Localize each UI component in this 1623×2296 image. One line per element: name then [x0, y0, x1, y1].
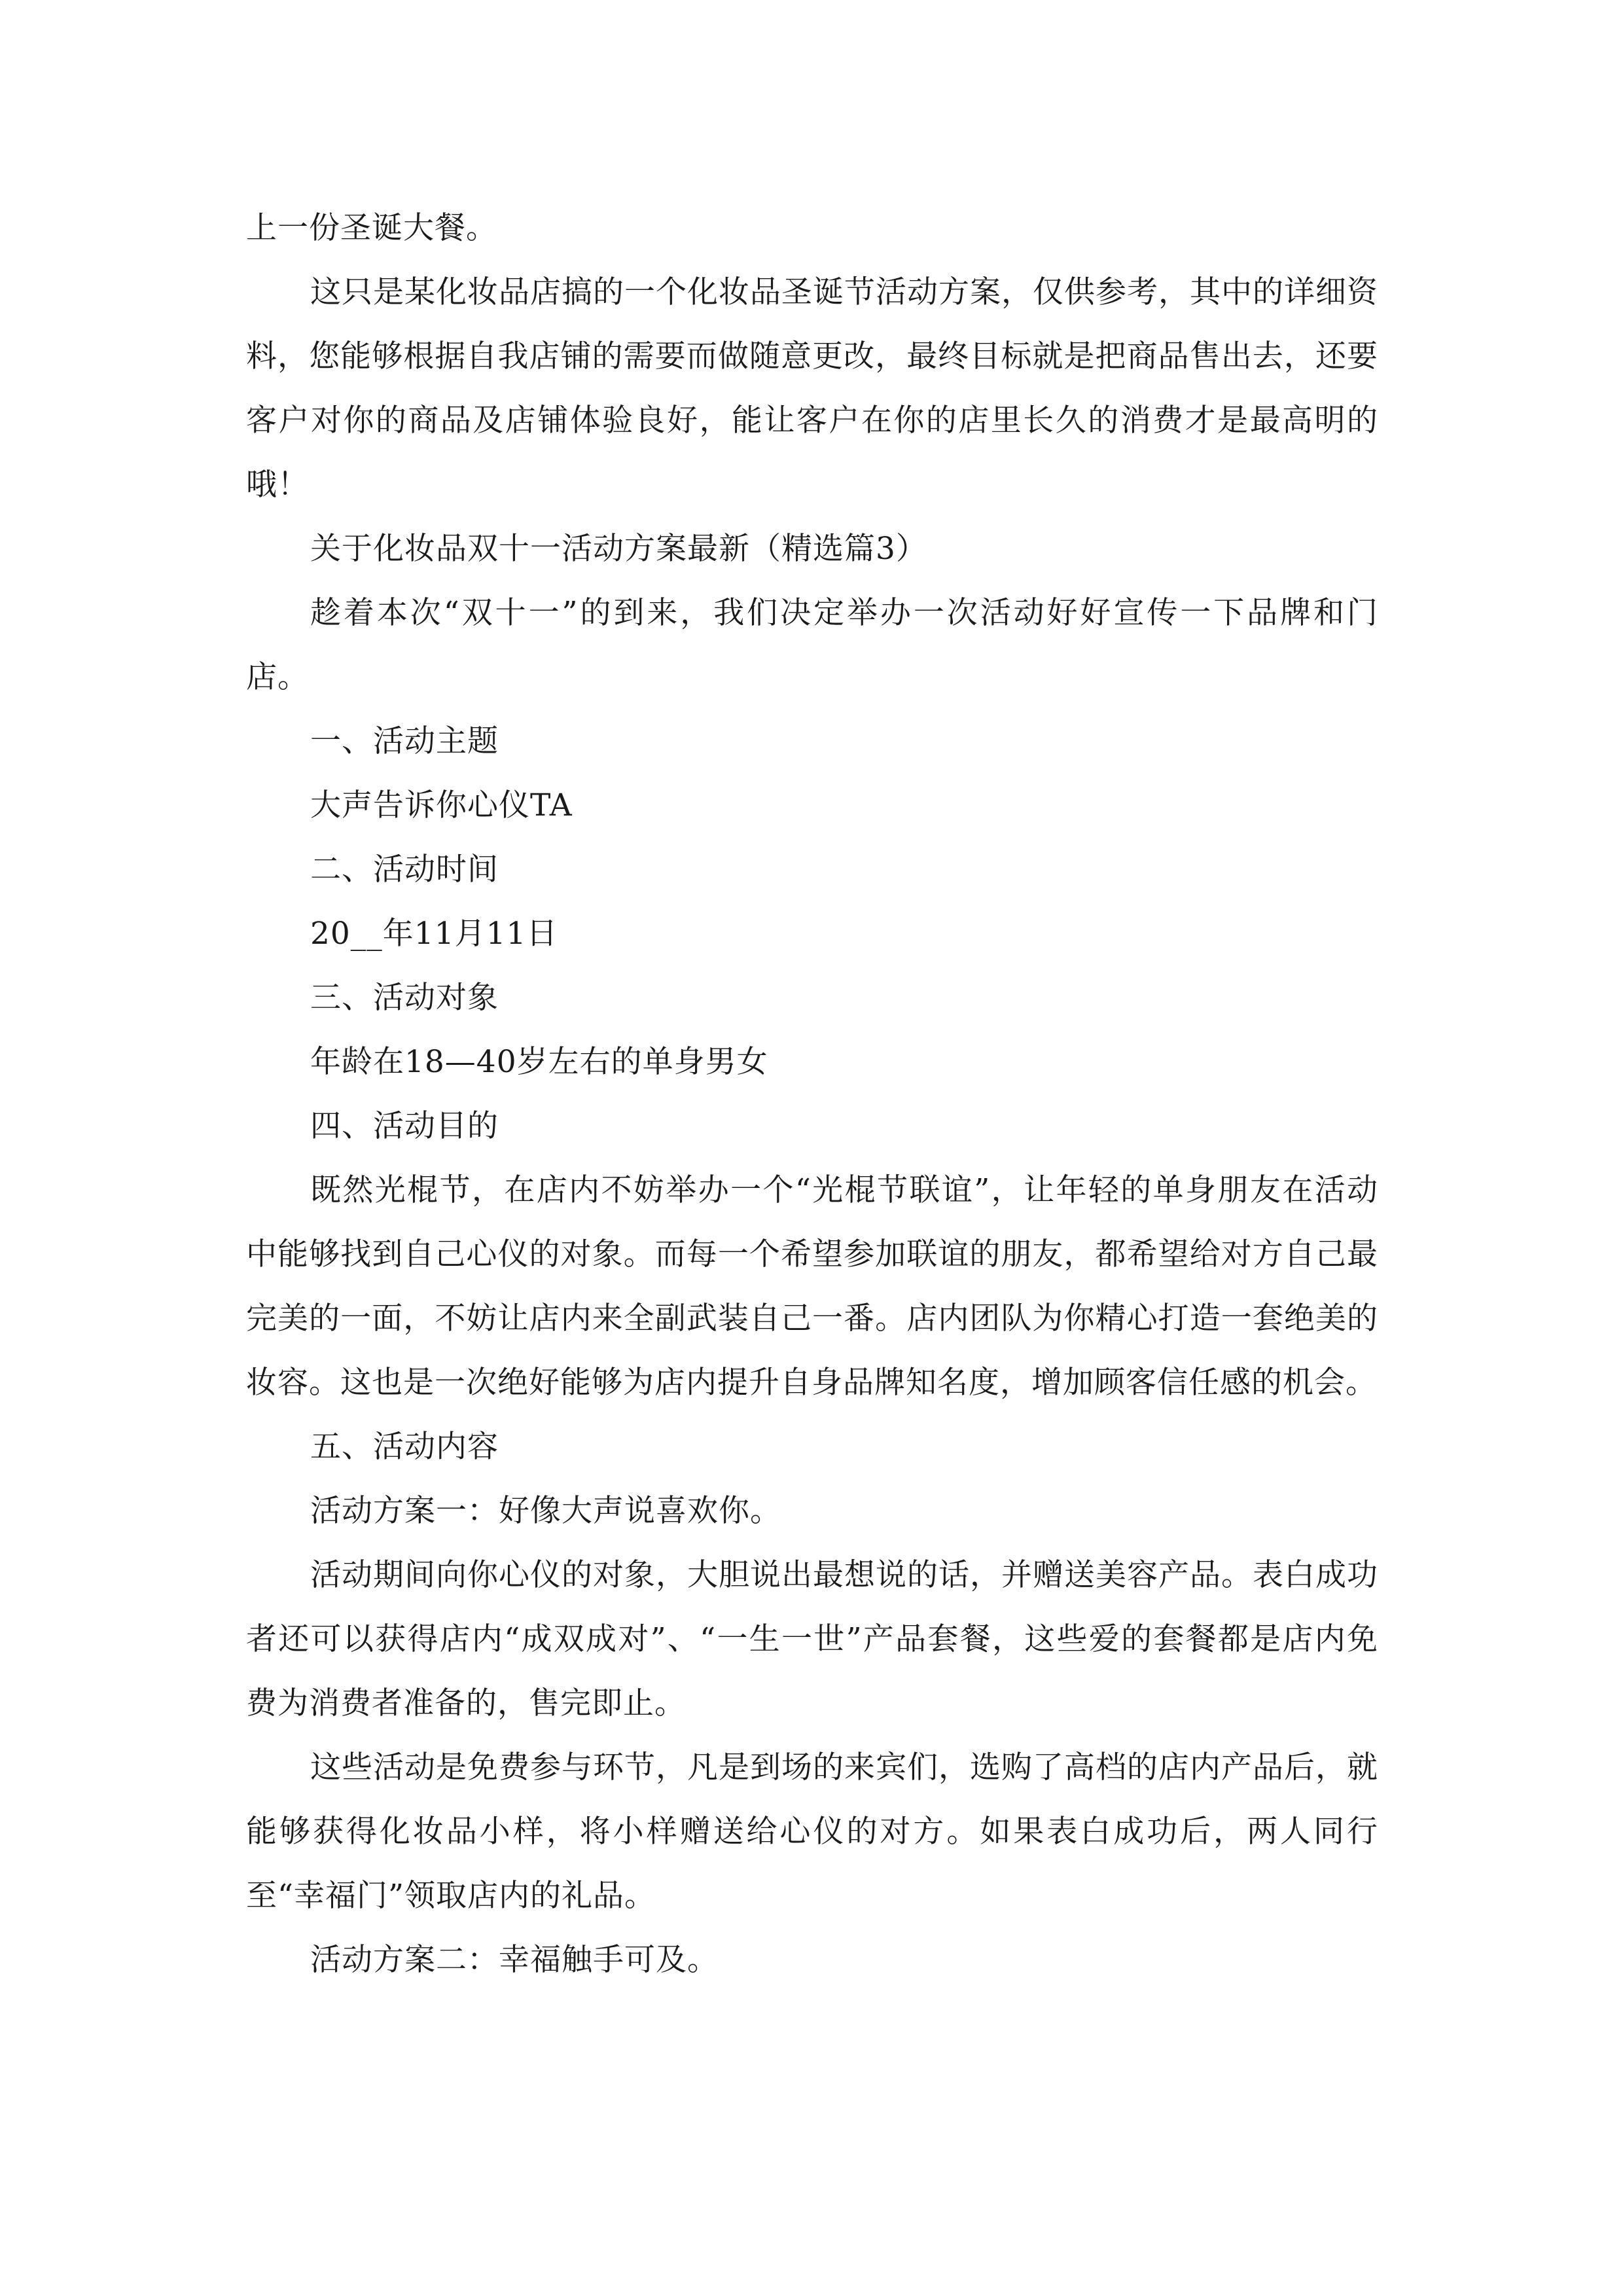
activity-theme-text: 大声告诉你心仪TA [310, 787, 573, 823]
heading-activity-time: 二、活动时间 [310, 852, 499, 888]
activity-target-text: 年龄在18—40岁左右的单身男女 [310, 1044, 768, 1080]
plan-two-title: 活动方案二：幸福触手可及。 [310, 1942, 719, 1978]
activity-time-text: 20__年11月11日 [310, 916, 558, 952]
paragraph-1: 上一份圣诞大餐。 [246, 210, 497, 246]
document-body [246, 196, 1378, 1992]
plan-one-text: 活动期间向你心仪的对象，大胆说出最想说的话，并赠送美容产品。表白成功者还可以获得店内“成双成对”、“一生一世”产品套餐，这些爱的套餐都是店内免费为消费者准备的，售完即止。 [246, 1557, 1378, 1721]
plan-one-extra-text: 这些活动是免费参与环节，凡是到场的来宾们，选购了高档的店内产品后，就能够获得化妆品小样，将小样赠送给心仪的对方。如果表白成功后，两人同行至“幸福门”领取店内的礼品。 [246, 1749, 1378, 1914]
heading-activity-target: 三、活动对象 [310, 980, 499, 1016]
heading-activity-purpose: 四、活动目的 [310, 1108, 499, 1144]
section-title: 关于化妆品双十一活动方案最新（精选篇3） [310, 531, 927, 567]
activity-purpose-text: 既然光棍节，在店内不妨举办一个“光棍节联谊”，让年轻的单身朋友在活动中能够找到自己心仪的对象。而每一个希望参加联谊的朋友，都希望给对方自己最完美的一面，不妨让店内来全副武装自己一番。店内团队为你精心打造一套绝美的妆容。这也是一次绝好能够为店内提升自身品牌知名度，增加顾客信任感的机会。 [246, 1172, 1378, 1401]
paragraph-2: 这只是某化妆品店搞的一个化妆品圣诞节活动方案，仅供参考，其中的详细资料，您能够根据自我店铺的需要而做随意更改，最终目标就是把商品售出去，还要客户对你的商品及店铺体验良好，能让客户在你的店里长久的消费才是最高明的哦！ [246, 274, 1378, 503]
heading-activity-theme: 一、活动主题 [310, 723, 499, 759]
plan-one-title: 活动方案一：好像大声说喜欢你。 [310, 1493, 781, 1529]
heading-activity-content: 五、活动内容 [310, 1429, 499, 1465]
paragraph-4: 趁着本次“双十一”的到来，我们决定举办一次活动好好宣传一下品牌和门店。 [246, 595, 1378, 695]
